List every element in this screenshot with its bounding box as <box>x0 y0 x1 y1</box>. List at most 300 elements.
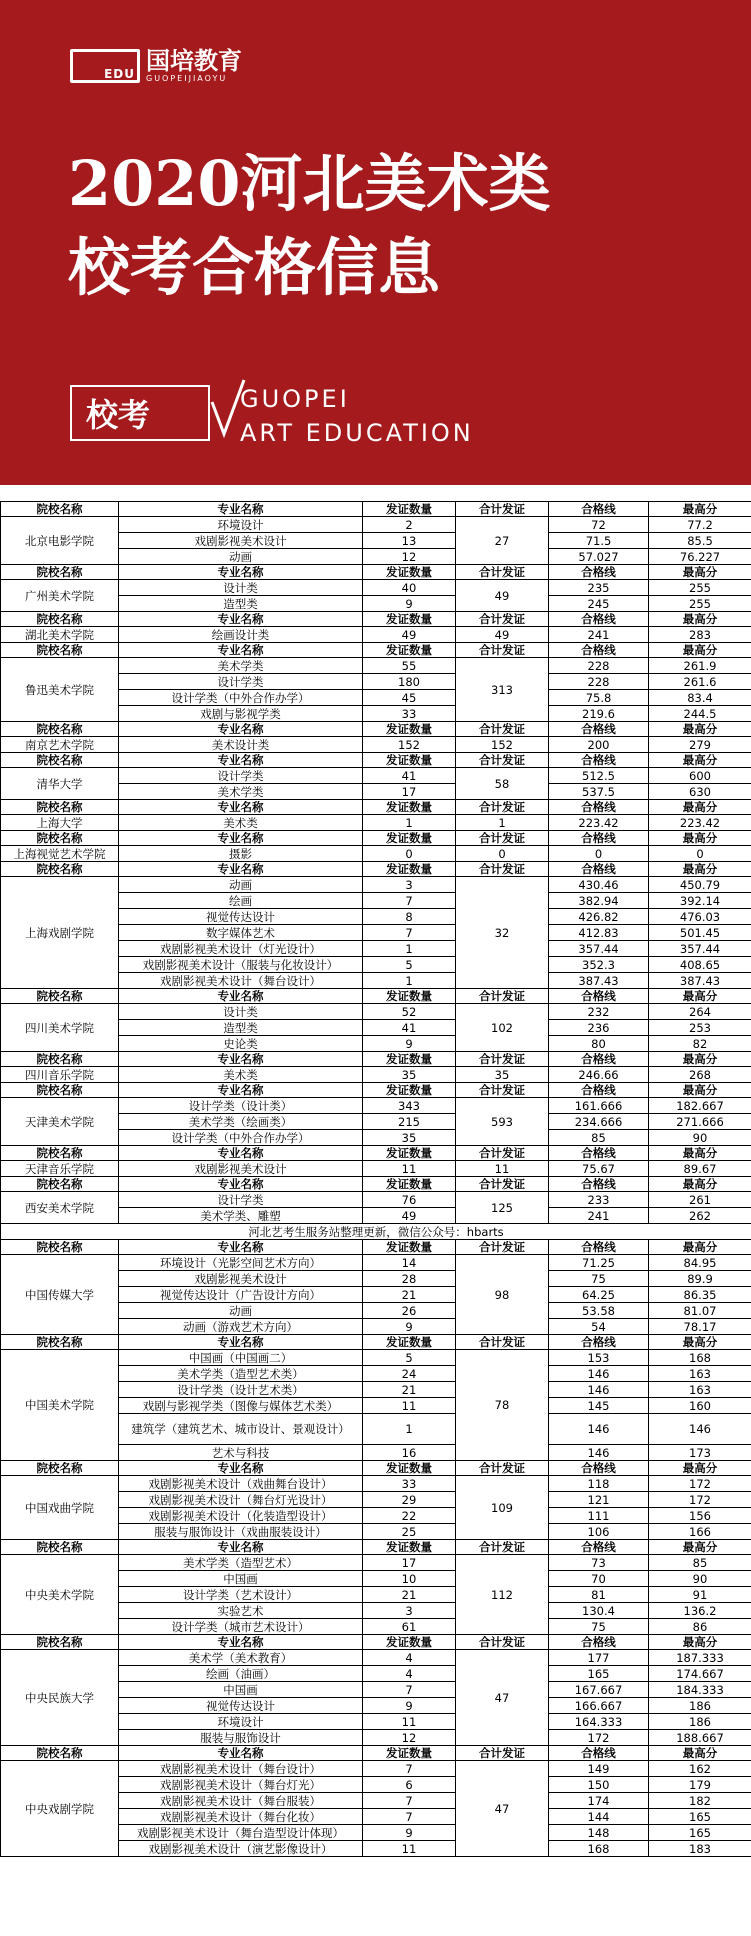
cert-count: 52 <box>363 1004 456 1020</box>
column-header: 最高分 <box>649 831 751 846</box>
column-header: 专业名称 <box>119 1052 363 1067</box>
max-score: 173 <box>649 1445 751 1461</box>
pass-line: 426.82 <box>549 909 649 925</box>
pass-line: 512.5 <box>549 768 649 784</box>
cert-count: 7 <box>363 1793 456 1809</box>
cert-count: 24 <box>363 1366 456 1382</box>
column-header: 合计发证 <box>456 862 549 877</box>
major-name: 动画 <box>119 877 363 893</box>
pass-line: 241 <box>549 627 649 643</box>
major-name: 设计类 <box>119 580 363 596</box>
max-score: 184.333 <box>649 1682 751 1698</box>
header-banner <box>0 0 751 485</box>
table-row <box>1 1161 751 1177</box>
pass-line: 382.94 <box>549 893 649 909</box>
major-name: 戏剧影视美术设计 <box>119 1271 363 1287</box>
table-row <box>1 737 751 753</box>
brand-text <box>240 382 474 450</box>
max-score: 85.5 <box>649 533 751 549</box>
column-header: 合格线 <box>549 862 649 877</box>
column-header: 发证数量 <box>363 565 456 580</box>
column-header: 发证数量 <box>363 800 456 815</box>
major-name: 造型类 <box>119 596 363 612</box>
pass-line: 174 <box>549 1793 649 1809</box>
pass-line: 219.6 <box>549 706 649 722</box>
pass-line: 148 <box>549 1825 649 1841</box>
cert-count: 7 <box>363 893 456 909</box>
school-name: 中国戏曲学院 <box>1 1476 119 1540</box>
column-header: 合格线 <box>549 831 649 846</box>
column-header: 最高分 <box>649 612 751 627</box>
cert-count: 17 <box>363 784 456 800</box>
pass-line: 75 <box>549 1271 649 1287</box>
cert-count: 22 <box>363 1508 456 1524</box>
column-header: 最高分 <box>649 1635 751 1650</box>
column-header: 发证数量 <box>363 502 456 517</box>
column-header: 专业名称 <box>119 989 363 1004</box>
column-header: 专业名称 <box>119 831 363 846</box>
major-name: 环境设计（光影空间艺术方向） <box>119 1255 363 1271</box>
major-name: 戏剧影视美术设计（舞台化妆） <box>119 1809 363 1825</box>
pass-line: 167.667 <box>549 1682 649 1698</box>
table-header-row <box>1 722 751 737</box>
cert-count: 21 <box>363 1287 456 1303</box>
pass-line: 71.25 <box>549 1255 649 1271</box>
pass-line: 537.5 <box>549 784 649 800</box>
cert-count: 5 <box>363 957 456 973</box>
cert-count: 10 <box>363 1571 456 1587</box>
table-header-row <box>1 800 751 815</box>
pass-line: 165 <box>549 1666 649 1682</box>
total-cert: 102 <box>456 1004 549 1052</box>
column-header: 院校名称 <box>1 1540 119 1555</box>
table-row <box>1 1255 751 1271</box>
pass-line: 146 <box>549 1366 649 1382</box>
column-header: 最高分 <box>649 1240 751 1255</box>
max-score: 501.45 <box>649 925 751 941</box>
max-score: 476.03 <box>649 909 751 925</box>
cert-count: 33 <box>363 706 456 722</box>
column-header: 最高分 <box>649 1146 751 1161</box>
school-name: 中央民族大学 <box>1 1650 119 1746</box>
school-name: 天津音乐学院 <box>1 1161 119 1177</box>
table-row <box>1 815 751 831</box>
column-header: 院校名称 <box>1 612 119 627</box>
results-table <box>0 501 751 1857</box>
max-score: 86.35 <box>649 1287 751 1303</box>
major-name: 美术学（美术教育） <box>119 1650 363 1666</box>
major-name: 服装与服饰设计 <box>119 1730 363 1746</box>
pass-line: 200 <box>549 737 649 753</box>
column-header: 最高分 <box>649 800 751 815</box>
pass-line: 121 <box>549 1492 649 1508</box>
column-header: 院校名称 <box>1 1746 119 1761</box>
max-score: 165 <box>649 1809 751 1825</box>
column-header: 合格线 <box>549 1540 649 1555</box>
max-score: 156 <box>649 1508 751 1524</box>
max-score: 146 <box>649 1414 751 1445</box>
pass-line: 232 <box>549 1004 649 1020</box>
column-header: 专业名称 <box>119 1240 363 1255</box>
cert-count: 7 <box>363 1809 456 1825</box>
major-name: 造型类 <box>119 1020 363 1036</box>
total-cert: 49 <box>456 627 549 643</box>
table-header-row <box>1 1540 751 1555</box>
school-name: 中国美术学院 <box>1 1350 119 1461</box>
logo-mark <box>70 49 140 83</box>
total-cert: 109 <box>456 1476 549 1540</box>
table-row <box>1 846 751 862</box>
column-header: 院校名称 <box>1 1635 119 1650</box>
column-header: 院校名称 <box>1 502 119 517</box>
column-header: 合计发证 <box>456 1083 549 1098</box>
column-header: 院校名称 <box>1 1177 119 1192</box>
pass-line: 166.667 <box>549 1698 649 1714</box>
cert-count: 12 <box>363 549 456 565</box>
max-score: 261 <box>649 1192 751 1208</box>
pass-line: 228 <box>549 658 649 674</box>
column-header: 合计发证 <box>456 1052 549 1067</box>
school-name: 广州美术学院 <box>1 580 119 612</box>
total-cert: 1 <box>456 815 549 831</box>
column-header: 合计发证 <box>456 989 549 1004</box>
column-header: 最高分 <box>649 862 751 877</box>
pass-line: 73 <box>549 1555 649 1571</box>
max-score: 188.667 <box>649 1730 751 1746</box>
major-name: 数字媒体艺术 <box>119 925 363 941</box>
cert-count: 12 <box>363 1730 456 1746</box>
max-score: 86 <box>649 1619 751 1635</box>
max-score: 77.2 <box>649 517 751 533</box>
table-row <box>1 1650 751 1666</box>
table-header-row <box>1 1746 751 1761</box>
title-line2: 校考合格信息 <box>68 231 441 304</box>
table-row <box>1 1350 751 1366</box>
column-header: 发证数量 <box>363 1461 456 1476</box>
table-row <box>1 1555 751 1571</box>
major-name: 设计学类（艺术设计） <box>119 1587 363 1603</box>
max-score: 82 <box>649 1036 751 1052</box>
column-header: 最高分 <box>649 1083 751 1098</box>
major-name: 环境设计 <box>119 517 363 533</box>
column-header: 合计发证 <box>456 831 549 846</box>
school-name: 北京电影学院 <box>1 517 119 565</box>
major-name: 设计学类 <box>119 768 363 784</box>
total-cert: 313 <box>456 658 549 722</box>
cert-count: 76 <box>363 1192 456 1208</box>
cert-count: 1 <box>363 973 456 989</box>
major-name: 美术类 <box>119 815 363 831</box>
max-score: 81.07 <box>649 1303 751 1319</box>
column-header: 专业名称 <box>119 1635 363 1650</box>
column-header: 发证数量 <box>363 1052 456 1067</box>
column-header: 专业名称 <box>119 502 363 517</box>
max-score: 187.333 <box>649 1650 751 1666</box>
column-header: 专业名称 <box>119 643 363 658</box>
major-name: 美术学类、雕塑 <box>119 1208 363 1224</box>
school-name: 中央美术学院 <box>1 1555 119 1635</box>
pass-line: 236 <box>549 1020 649 1036</box>
column-header: 合计发证 <box>456 1461 549 1476</box>
column-header: 专业名称 <box>119 612 363 627</box>
major-name: 绘画（油画） <box>119 1666 363 1682</box>
max-score: 186 <box>649 1698 751 1714</box>
cert-count: 16 <box>363 1445 456 1461</box>
max-score: 168 <box>649 1350 751 1366</box>
column-header: 发证数量 <box>363 1083 456 1098</box>
table-row <box>1 1192 751 1208</box>
max-score: 89.67 <box>649 1161 751 1177</box>
cert-count: 11 <box>363 1398 456 1414</box>
pass-line: 387.43 <box>549 973 649 989</box>
pass-line: 228 <box>549 674 649 690</box>
school-name: 四川音乐学院 <box>1 1067 119 1083</box>
column-header: 院校名称 <box>1 1052 119 1067</box>
school-name: 上海戏剧学院 <box>1 877 119 989</box>
school-name: 清华大学 <box>1 768 119 800</box>
column-header: 专业名称 <box>119 1177 363 1192</box>
cert-count: 4 <box>363 1650 456 1666</box>
column-header: 院校名称 <box>1 722 119 737</box>
column-header: 合计发证 <box>456 612 549 627</box>
pass-line: 130.4 <box>549 1603 649 1619</box>
pass-line: 241 <box>549 1208 649 1224</box>
pass-line: 118 <box>549 1476 649 1492</box>
total-cert: 11 <box>456 1161 549 1177</box>
major-name: 摄影 <box>119 846 363 862</box>
table-header-row <box>1 753 751 768</box>
column-header: 院校名称 <box>1 565 119 580</box>
logo-mark-text: EDU <box>104 66 135 81</box>
cert-count: 152 <box>363 737 456 753</box>
pass-line: 72 <box>549 517 649 533</box>
table-header-row <box>1 1177 751 1192</box>
column-header: 最高分 <box>649 753 751 768</box>
exam-badge: 校考 <box>70 385 210 441</box>
cert-count: 17 <box>363 1555 456 1571</box>
column-header: 合计发证 <box>456 565 549 580</box>
total-cert: 27 <box>456 517 549 565</box>
cert-count: 13 <box>363 533 456 549</box>
column-header: 院校名称 <box>1 1461 119 1476</box>
column-header: 合计发证 <box>456 643 549 658</box>
pass-line: 150 <box>549 1777 649 1793</box>
major-name: 视觉传达设计 <box>119 1698 363 1714</box>
column-header: 专业名称 <box>119 753 363 768</box>
school-name: 上海大学 <box>1 815 119 831</box>
column-header: 院校名称 <box>1 1083 119 1098</box>
column-header: 合格线 <box>549 1746 649 1761</box>
table-row <box>1 1004 751 1020</box>
cert-count: 1 <box>363 1414 456 1445</box>
column-header: 合计发证 <box>456 1146 549 1161</box>
major-name: 服装与服饰设计（戏曲服装设计） <box>119 1524 363 1540</box>
cert-count: 11 <box>363 1714 456 1730</box>
pass-line: 172 <box>549 1730 649 1746</box>
pass-line: 235 <box>549 580 649 596</box>
column-header: 合计发证 <box>456 1177 549 1192</box>
column-header: 合计发证 <box>456 1240 549 1255</box>
pass-line: 145 <box>549 1398 649 1414</box>
pass-line: 146 <box>549 1445 649 1461</box>
column-header: 发证数量 <box>363 1146 456 1161</box>
cert-count: 7 <box>363 925 456 941</box>
max-score: 172 <box>649 1492 751 1508</box>
max-score: 261.9 <box>649 658 751 674</box>
major-name: 绘画 <box>119 893 363 909</box>
major-name: 设计学类（设计类） <box>119 1098 363 1114</box>
cert-count: 11 <box>363 1161 456 1177</box>
column-header: 专业名称 <box>119 1146 363 1161</box>
column-header: 合格线 <box>549 502 649 517</box>
column-header: 合格线 <box>549 612 649 627</box>
max-score: 182 <box>649 1793 751 1809</box>
cert-count: 0 <box>363 846 456 862</box>
pass-line: 149 <box>549 1761 649 1777</box>
column-header: 合格线 <box>549 989 649 1004</box>
column-header: 最高分 <box>649 502 751 517</box>
max-score: 255 <box>649 580 751 596</box>
pass-line: 75.8 <box>549 690 649 706</box>
column-header: 合格线 <box>549 1052 649 1067</box>
major-name: 戏剧与影视学类（图像与媒体艺术类） <box>119 1398 363 1414</box>
major-name: 戏剧影视美术设计（服装与化妆设计） <box>119 957 363 973</box>
column-header: 合格线 <box>549 1240 649 1255</box>
column-header: 合格线 <box>549 1461 649 1476</box>
major-name: 美术学类（绘画类） <box>119 1114 363 1130</box>
total-cert: 58 <box>456 768 549 800</box>
major-name: 设计学类（城市艺术设计） <box>119 1619 363 1635</box>
max-score: 264 <box>649 1004 751 1020</box>
cert-count: 3 <box>363 1603 456 1619</box>
cert-count: 9 <box>363 1825 456 1841</box>
major-name: 动画（游戏艺术方向） <box>119 1319 363 1335</box>
major-name: 设计学类 <box>119 674 363 690</box>
cert-count: 21 <box>363 1382 456 1398</box>
table-header-row <box>1 1635 751 1650</box>
major-name: 建筑学（建筑艺术、城市设计、景观设计） <box>119 1414 363 1445</box>
pass-line: 245 <box>549 596 649 612</box>
max-score: 600 <box>649 768 751 784</box>
column-header: 发证数量 <box>363 1746 456 1761</box>
column-header: 合计发证 <box>456 753 549 768</box>
pass-line: 246.66 <box>549 1067 649 1083</box>
column-header: 合计发证 <box>456 800 549 815</box>
max-score: 162 <box>649 1761 751 1777</box>
logo-cn: 国培教育 <box>146 47 242 75</box>
column-header: 合计发证 <box>456 1746 549 1761</box>
max-score: 392.14 <box>649 893 751 909</box>
column-header: 合计发证 <box>456 1635 549 1650</box>
max-score: 279 <box>649 737 751 753</box>
cert-count: 40 <box>363 580 456 596</box>
max-score: 136.2 <box>649 1603 751 1619</box>
max-score: 84.95 <box>649 1255 751 1271</box>
major-name: 戏剧影视美术设计（舞台设计） <box>119 973 363 989</box>
max-score: 268 <box>649 1067 751 1083</box>
max-score: 262 <box>649 1208 751 1224</box>
pass-line: 153 <box>549 1350 649 1366</box>
school-name: 鲁迅美术学院 <box>1 658 119 722</box>
max-score: 174.667 <box>649 1666 751 1682</box>
major-name: 动画 <box>119 549 363 565</box>
major-name: 戏剧影视美术设计（舞台服装） <box>119 1793 363 1809</box>
major-name: 视觉传达设计 <box>119 909 363 925</box>
column-header: 发证数量 <box>363 989 456 1004</box>
pass-line: 234.666 <box>549 1114 649 1130</box>
table-row <box>1 768 751 784</box>
total-cert: 35 <box>456 1067 549 1083</box>
pass-line: 161.666 <box>549 1098 649 1114</box>
column-header: 专业名称 <box>119 1461 363 1476</box>
major-name: 美术学类 <box>119 658 363 674</box>
logo <box>70 48 242 83</box>
pass-line: 146 <box>549 1382 649 1398</box>
column-header: 专业名称 <box>119 1540 363 1555</box>
max-score: 90 <box>649 1130 751 1146</box>
max-score: 165 <box>649 1825 751 1841</box>
max-score: 83.4 <box>649 690 751 706</box>
max-score: 85 <box>649 1555 751 1571</box>
table-header-row <box>1 1335 751 1350</box>
column-header: 合格线 <box>549 1083 649 1098</box>
major-name: 戏剧影视美术设计（化装造型设计） <box>119 1508 363 1524</box>
max-score: 387.43 <box>649 973 751 989</box>
pass-line: 233 <box>549 1192 649 1208</box>
major-name: 视觉传达设计（广告设计方向） <box>119 1287 363 1303</box>
total-cert: 78 <box>456 1350 549 1461</box>
max-score: 271.666 <box>649 1114 751 1130</box>
major-name: 美术设计类 <box>119 737 363 753</box>
major-name: 环境设计 <box>119 1714 363 1730</box>
cert-count: 26 <box>363 1303 456 1319</box>
cert-count: 49 <box>363 1208 456 1224</box>
column-header: 合格线 <box>549 1335 649 1350</box>
total-cert: 125 <box>456 1192 549 1224</box>
column-header: 最高分 <box>649 1177 751 1192</box>
column-header: 发证数量 <box>363 753 456 768</box>
brand-line2: ART EDUCATION <box>240 419 474 447</box>
column-header: 院校名称 <box>1 800 119 815</box>
column-header: 合计发证 <box>456 502 549 517</box>
cert-count: 180 <box>363 674 456 690</box>
cert-count: 9 <box>363 596 456 612</box>
page-title <box>68 142 551 310</box>
pass-line: 168 <box>549 1841 649 1857</box>
cert-count: 1 <box>363 941 456 957</box>
source-note: 河北艺考生服务站整理更新，微信公众号：hbarts <box>1 1224 751 1240</box>
pass-line: 54 <box>549 1319 649 1335</box>
column-header: 院校名称 <box>1 831 119 846</box>
max-score: 408.65 <box>649 957 751 973</box>
column-header: 专业名称 <box>119 1083 363 1098</box>
table-header-row <box>1 643 751 658</box>
cert-count: 61 <box>363 1619 456 1635</box>
column-header: 合格线 <box>549 800 649 815</box>
cert-count: 9 <box>363 1036 456 1052</box>
table-header-row <box>1 989 751 1004</box>
column-header: 合格线 <box>549 753 649 768</box>
pass-line: 75 <box>549 1619 649 1635</box>
cert-count: 1 <box>363 815 456 831</box>
max-score: 630 <box>649 784 751 800</box>
pass-line: 71.5 <box>549 533 649 549</box>
cert-count: 49 <box>363 627 456 643</box>
column-header: 合格线 <box>549 722 649 737</box>
total-cert: 49 <box>456 580 549 612</box>
column-header: 发证数量 <box>363 1635 456 1650</box>
cert-count: 9 <box>363 1698 456 1714</box>
